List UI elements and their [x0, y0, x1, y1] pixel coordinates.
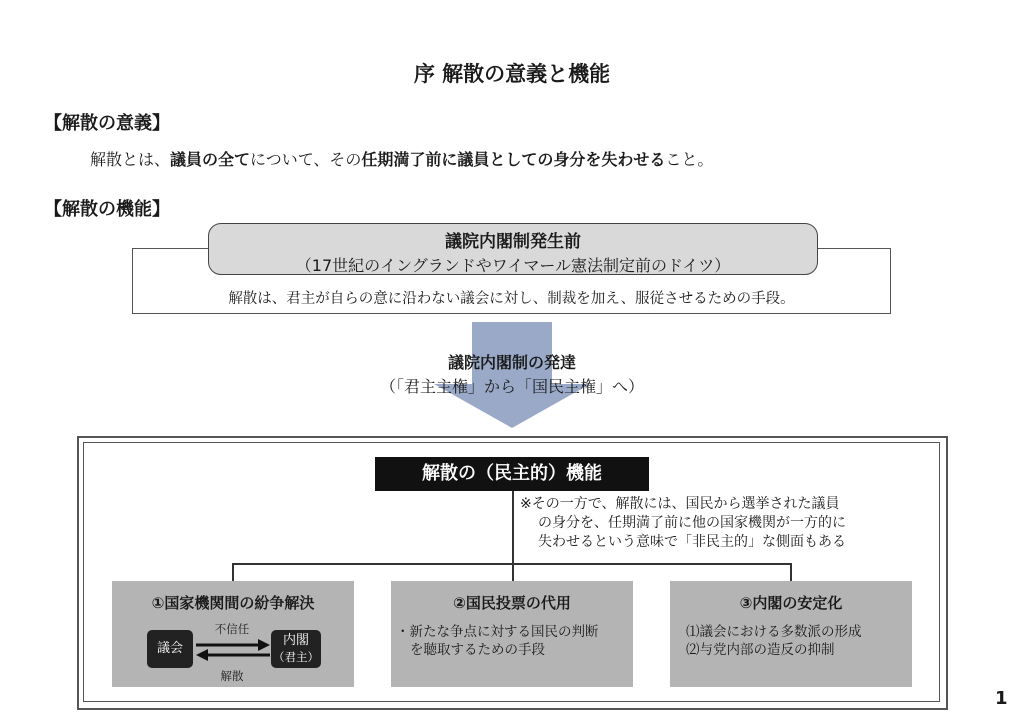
connector-left: [232, 563, 234, 581]
cabinet-label: 内閣: [282, 633, 309, 648]
card-text-line: ⑵与党内部の造反の抑制: [686, 642, 835, 658]
section-heading-function: 【解散の機能】: [44, 199, 170, 220]
definition-part-3: こと。: [665, 150, 714, 169]
card-text-line: を聴取するための手段: [410, 642, 545, 658]
definition-part-2: について、その: [250, 150, 362, 169]
page-number: 1: [995, 688, 1008, 709]
development-title: 議院内閣制の発達: [447, 353, 576, 372]
card-title: ②国民投票の代用: [453, 594, 571, 612]
connector-center: [512, 563, 514, 581]
diet-box: 議会: [147, 630, 193, 668]
note-line: の身分を、任期満了前に他の国家機関が一方的に: [538, 515, 846, 531]
mutual-arrows-icon: [194, 638, 272, 662]
pre-era-label: [208, 223, 818, 275]
card-title: ①国家機関間の紛争解決: [151, 594, 315, 612]
definition-text: [90, 147, 713, 170]
no-confidence-label: 不信任: [214, 622, 250, 636]
definition-bold-2: 任期満了前に議員としての身分を失わせる: [361, 150, 666, 169]
connector-right: [790, 563, 792, 581]
connector-trunk: [512, 491, 514, 564]
democratic-function-title: 解散の（民主的）機能: [375, 457, 649, 491]
definition-part-1: 解散とは、: [90, 150, 171, 169]
page-title: 序 解散の意義と機能: [413, 62, 611, 86]
non-democratic-note: [520, 495, 846, 552]
card-title: ③内閣の安定化: [739, 594, 843, 612]
pre-era-description: 解散は、君主が自らの意に沿わない議会に対し、制裁を加え、服従させるための手段。: [228, 291, 795, 307]
definition-bold-1: 議員の全て: [170, 150, 251, 169]
dissolution-label: 解散: [220, 669, 244, 683]
card-text: [686, 623, 862, 659]
card-text-line: ・新たな争点に対する国民の判断: [396, 624, 599, 640]
monarch-label: （君主）: [273, 650, 319, 664]
development-subtitle: （「君主主権」から「国民主権」へ）: [379, 377, 644, 396]
card-text: [396, 623, 599, 659]
pre-era-subtitle: （17世紀のイングランドやワイマール憲法制定前のドイツ）: [295, 256, 731, 275]
cabinet-box: [271, 630, 321, 668]
note-line: 失わせるという意味で「非民主的」な側面もある: [538, 534, 846, 550]
pre-era-title: 議院内閣制発生前: [445, 232, 581, 252]
note-line: ※その一方で、解散には、国民から選挙された議員: [520, 496, 840, 512]
card-text-line: ⑴議会における多数派の形成: [686, 624, 862, 640]
section-heading-meaning: 【解散の意義】: [44, 113, 170, 134]
